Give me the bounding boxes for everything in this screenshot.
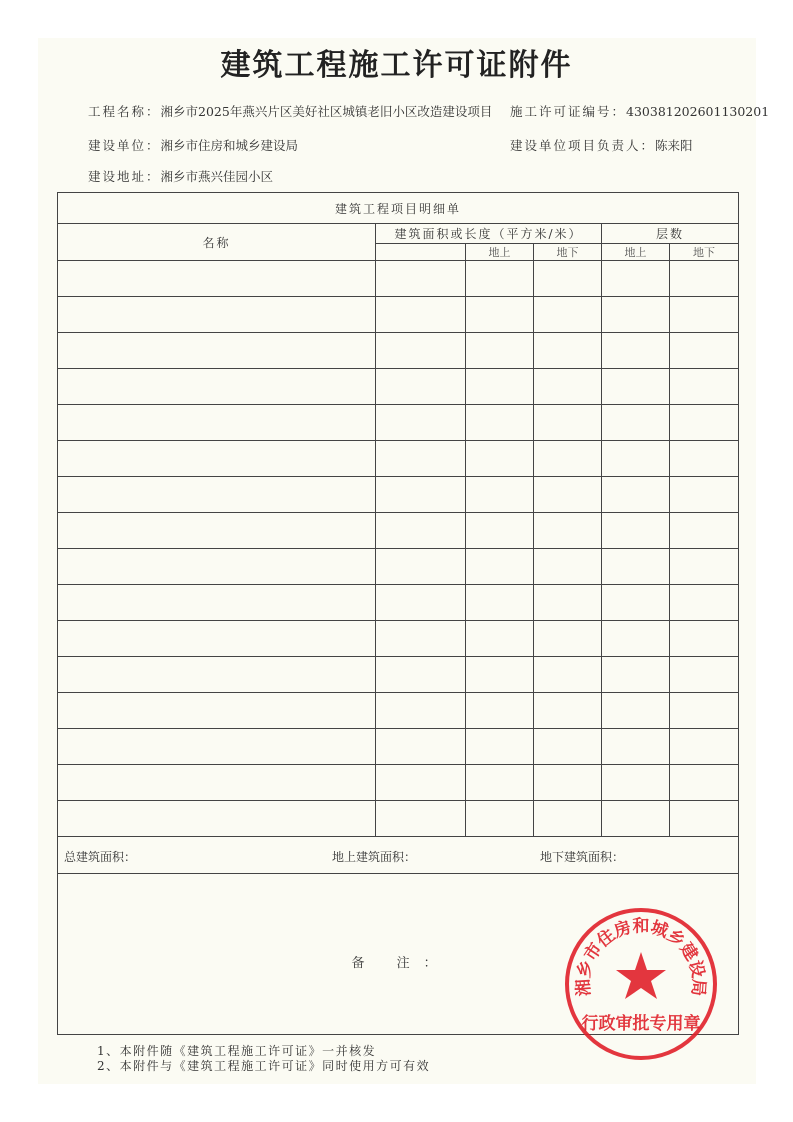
table-cell [58,333,376,369]
table-cell [58,297,376,333]
col-header-area: 建筑面积或长度（平方米/米） [376,224,602,244]
table-cell [58,693,376,729]
address-label: 建设地址： [88,169,161,184]
col-header-floors-above: 地上 [602,244,670,261]
footnote-1: 1、本附件随《建筑工程施工许可证》一并核发 [97,1044,377,1058]
table-cell [466,297,534,333]
table-cell [376,369,466,405]
table-cell [466,801,534,837]
table-row [58,549,739,585]
table-cell [602,657,670,693]
address-field [88,167,273,185]
table-cell [376,621,466,657]
project-lead-value: 陈来阳 [655,138,693,153]
table-cell [534,477,602,513]
table-cell [58,513,376,549]
permit-number-label: 施工许可证编号： [510,104,627,119]
table-row [58,441,739,477]
table-cell [376,693,466,729]
table-row [58,513,739,549]
table-cell [466,513,534,549]
table-cell [376,729,466,765]
total-area-label: 总建筑面积： [64,850,137,864]
table-cell [376,585,466,621]
project-name-value: 湘乡市2025年燕兴片区美好社区城镇老旧小区改造建设项目 [160,104,493,119]
table-cell [670,297,739,333]
table-cell [58,801,376,837]
table-cell [58,549,376,585]
footnotes [97,1044,430,1074]
permit-number-field [510,102,769,120]
project-lead-label: 建设单位项目负责人： [510,138,656,153]
builder-field [88,136,298,154]
table-cell [58,261,376,297]
table-row [58,621,739,657]
table-cell [376,477,466,513]
col-header-blank [376,244,466,261]
table-cell [602,405,670,441]
table-cell [670,333,739,369]
table-cell [602,477,670,513]
table-cell [534,657,602,693]
project-name-label: 工程名称： [88,104,161,119]
col-header-floors: 层数 [602,224,739,244]
page-title: 建筑工程施工许可证附件 [220,48,573,83]
table-cell [602,765,670,801]
table-title: 建筑工程项目明细单 [58,193,739,224]
footnote-2: 2、本附件与《建筑工程施工许可证》同时使用方可有效 [97,1059,431,1073]
table-cell [376,801,466,837]
table-cell [466,369,534,405]
table-cell [670,621,739,657]
table-cell [602,261,670,297]
table-cell [376,549,466,585]
table-cell [534,513,602,549]
table-cell [58,369,376,405]
table-cell [670,261,739,297]
table-cell [466,693,534,729]
table-row [58,369,739,405]
table-cell [670,549,739,585]
table-cell [602,441,670,477]
table-cell [466,765,534,801]
table-cell [58,729,376,765]
table-cell [534,693,602,729]
table-cell [376,765,466,801]
table-cell [376,405,466,441]
table-cell [670,477,739,513]
table-cell [670,369,739,405]
table-cell [602,693,670,729]
seal-bottom-text: 行政审批专用章 [581,1014,701,1034]
table-cell [602,729,670,765]
table-row [58,477,739,513]
table-cell [670,729,739,765]
table-cell [466,729,534,765]
table-cell [466,585,534,621]
table-cell [466,549,534,585]
table-cell [376,261,466,297]
table-cell [376,657,466,693]
official-seal [563,906,719,1062]
table-cell [670,513,739,549]
table-cell [602,585,670,621]
table-cell [466,261,534,297]
col-header-floors-below: 地下 [670,244,739,261]
seal-star-icon [616,952,666,999]
table-cell [670,405,739,441]
totals-row [58,837,739,874]
above-area-label: 地上建筑面积： [332,850,417,864]
table-row [58,333,739,369]
builder-label: 建设单位： [88,138,161,153]
table-cell [466,405,534,441]
table-cell [534,585,602,621]
table-cell [58,405,376,441]
below-area-label: 地下建筑面积： [540,850,625,864]
seal-top-text-path: 湘乡市住房和城乡建设局 [573,916,709,997]
table-cell [58,477,376,513]
table-cell [376,513,466,549]
table-cell [602,621,670,657]
table-cell [670,657,739,693]
table-cell [376,297,466,333]
table-cell [534,297,602,333]
builder-value: 湘乡市住房和城乡建设局 [160,138,299,153]
remarks-label: 备 注： [351,955,451,971]
table-cell [534,369,602,405]
table-cell [534,549,602,585]
table-cell [602,297,670,333]
table-row [58,801,739,837]
table-cell [602,549,670,585]
table-cell [534,729,602,765]
table-cell [466,621,534,657]
table-cell [58,585,376,621]
table-cell [602,369,670,405]
table-cell [466,657,534,693]
table-row [58,729,739,765]
table-row [58,585,739,621]
table-row [58,693,739,729]
table-row [58,261,739,297]
col-header-area-below: 地下 [534,244,602,261]
table-cell [534,333,602,369]
table-cell [466,333,534,369]
table-row [58,297,739,333]
table-cell [602,513,670,549]
table-cell [602,801,670,837]
col-header-area-above: 地上 [466,244,534,261]
table-cell [670,693,739,729]
table-cell [58,657,376,693]
col-header-name: 名称 [58,224,376,261]
table-row [58,405,739,441]
table-row [58,765,739,801]
table-cell [670,801,739,837]
table-row [58,657,739,693]
project-name-field [88,102,492,120]
table-cell [58,621,376,657]
table-cell [534,765,602,801]
table-cell [534,621,602,657]
table-cell [376,441,466,477]
table-cell [670,765,739,801]
table-cell [58,441,376,477]
table-cell [58,765,376,801]
table-cell [466,441,534,477]
permit-number-value: 430381202601130201 [626,104,770,119]
table-cell [670,585,739,621]
table-cell [534,801,602,837]
table-cell [534,441,602,477]
table-cell [466,477,534,513]
project-lead-field [510,136,693,154]
address-value: 湘乡市燕兴佳园小区 [160,169,274,184]
table-cell [534,261,602,297]
table-cell [670,441,739,477]
table-cell [534,405,602,441]
table-cell [602,333,670,369]
table-cell [376,333,466,369]
